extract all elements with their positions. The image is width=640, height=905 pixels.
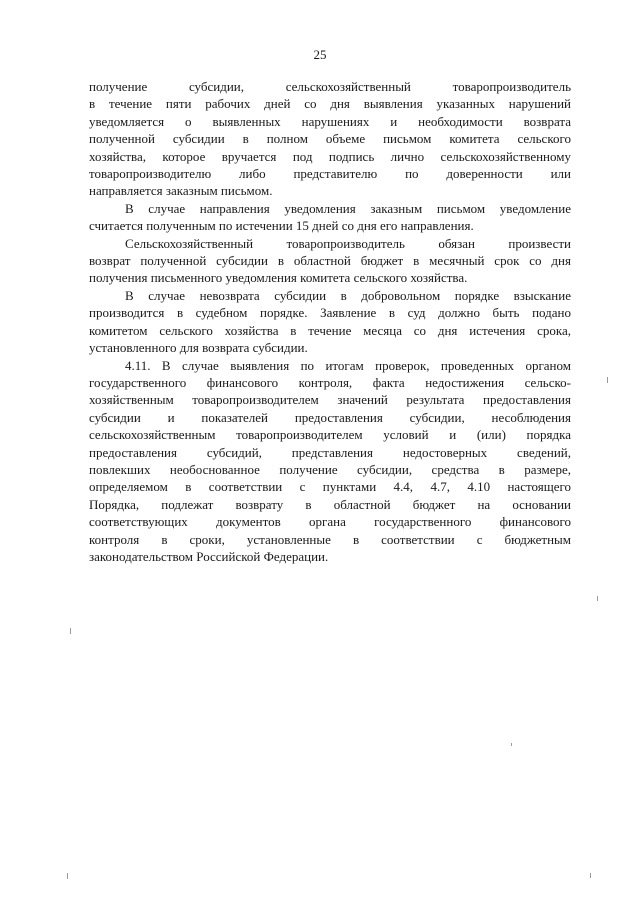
page-number: 25 [313, 47, 327, 62]
text-line: повлекших необоснованное получение субсидии, средства в размере, [89, 461, 571, 477]
text-line: полученной субсидии в полном объеме письмом комитета сельского [89, 131, 571, 147]
text-line: в течение пяти рабочих дней со дня выявления указанных нарушений [89, 96, 571, 112]
text-line: В случае невозврата субсидии в добровольном порядке взыскание [125, 287, 571, 303]
text-line: государственного финансового контроля, факта недостижения сельско- [89, 374, 571, 390]
paragraph [89, 200, 571, 235]
text-line: субсидии и показателей предоставления субсидии, несоблюдения [89, 409, 571, 425]
text-line: возврат полученной субсидии в областной бюджет в месячный срок со дня [89, 253, 571, 269]
text-line: направляется заказным письмом. [89, 183, 273, 199]
text-line: законодательством Российской Федерации. [89, 548, 329, 564]
text-line: контроля в сроки, установленные в соответствии с бюджетным [89, 531, 571, 547]
text-line: В случае направления уведомления заказным письмом уведомление [125, 200, 571, 216]
paragraph [89, 357, 571, 566]
scan-speck [607, 377, 608, 383]
text-line: Порядка, подлежат возврату в областной бюджет на основании [89, 496, 571, 512]
scan-speck [597, 596, 598, 601]
text-line: считается полученным по истечении 15 дней со дня его направления. [89, 218, 474, 234]
text-line: получения письменного уведомления комитета сельского хозяйства. [89, 270, 468, 286]
text-line: соответствующих документов органа государственного финансового [89, 514, 571, 530]
scan-speck [70, 628, 71, 634]
text-line: сельскохозяйственным товаропроизводителем условий и (или) порядка [89, 427, 571, 443]
paragraph [89, 287, 571, 357]
text-line: определяемом в соответствии с пунктами 4.4, 4.7, 4.10 настоящего [89, 479, 571, 495]
scan-speck [590, 873, 591, 878]
text-line: получение субсидии, сельскохозяйственный товаропроизводитель [89, 79, 571, 94]
text-line: хозяйства, которое вручается под подпись лично сельскохозяйственному [89, 148, 571, 164]
document-body [89, 78, 571, 565]
text-line: установленного для возврата субсидии. [89, 340, 308, 356]
text-line: производится в судебном порядке. Заявление в суд должно быть подано [89, 305, 571, 321]
text-line: предоставления субсидий, представления недостоверных сведений, [89, 444, 571, 460]
scan-speck [511, 743, 512, 746]
text-line: товаропроизводителю либо представителю по доверенности или [89, 166, 571, 182]
paragraph [89, 78, 571, 200]
scan-speck [67, 873, 68, 879]
text-line: Сельскохозяйственный товаропроизводитель обязан произвести [125, 235, 571, 251]
text-line: комитетом сельского хозяйства в течение месяца со дня истечения срока, [89, 322, 571, 338]
text-line: уведомляется о выявленных нарушениях и необходимости возврата [89, 113, 571, 129]
text-line: 4.11. В случае выявления по итогам проверок, проведенных органом [125, 357, 571, 373]
text-line: хозяйственным товаропроизводителем значений результата предоставления [89, 392, 571, 408]
paragraph [89, 235, 571, 287]
